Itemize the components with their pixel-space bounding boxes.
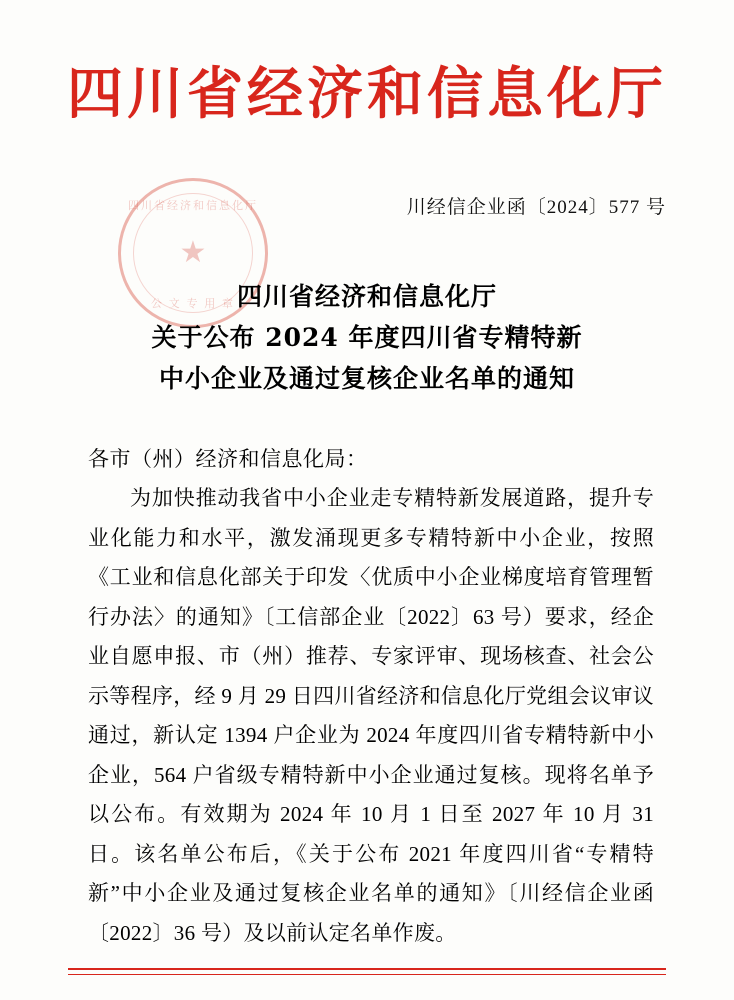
salutation: 各市（州）经济和信息化局： xyxy=(88,447,368,471)
footer-rule-thick xyxy=(68,968,666,970)
masthead xyxy=(0,62,734,126)
footer-rule-thin xyxy=(68,974,666,975)
seal-star-icon: ★ xyxy=(179,236,207,269)
title-line-3: 中小企业及通过复核企业名单的通知 xyxy=(158,364,575,393)
title-line-1: 四川省经济和信息化厅 xyxy=(236,282,497,311)
masthead-title: 四川省经济和信息化厅 xyxy=(67,61,667,127)
seal-top-text: 四川省经济和信息化厅 xyxy=(128,200,258,212)
document-number: 川经信企业函〔2024〕577 号 xyxy=(406,197,666,218)
document-content xyxy=(88,440,654,953)
title-line-2: 关于公布 2024 年度四川省专精特新 xyxy=(151,323,583,352)
document-title xyxy=(0,276,734,399)
body-paragraph-1: 为加快推动我省中小企业走专精特新发展道路，提升专业化能力和水平，激发涌现更多专精特新中小企业，按照《工业和信息化部关于印发〈优质中小企业梯度培育管理暂行办法〉的通知》〔工信部企业〔2022〕63 号）要求，经企业自愿申报、市（州）推荐、专家评审、现场核查、社会公示等程序，经 9 月 29 日四川省经济和信息化厅党组会议审议通过，新认定 1394 户企业为 2024 年度四川省专精特新中小企业，564 户省级专精特新中小企业通过复核。现将名单予以公布。有效期为 2024 年 10 月 1 日至 2027 年 10 月 31 日。该名单公布后，《关于公布 2021 年度四川省“专精特新”中小企业及通过复核企业名单的通知》〔川经信企业函〔2022〕36 号）及以前认定名单作废。 xyxy=(88,486,654,945)
seal-bottom-text: 公 文 专 用 章 xyxy=(151,298,235,310)
